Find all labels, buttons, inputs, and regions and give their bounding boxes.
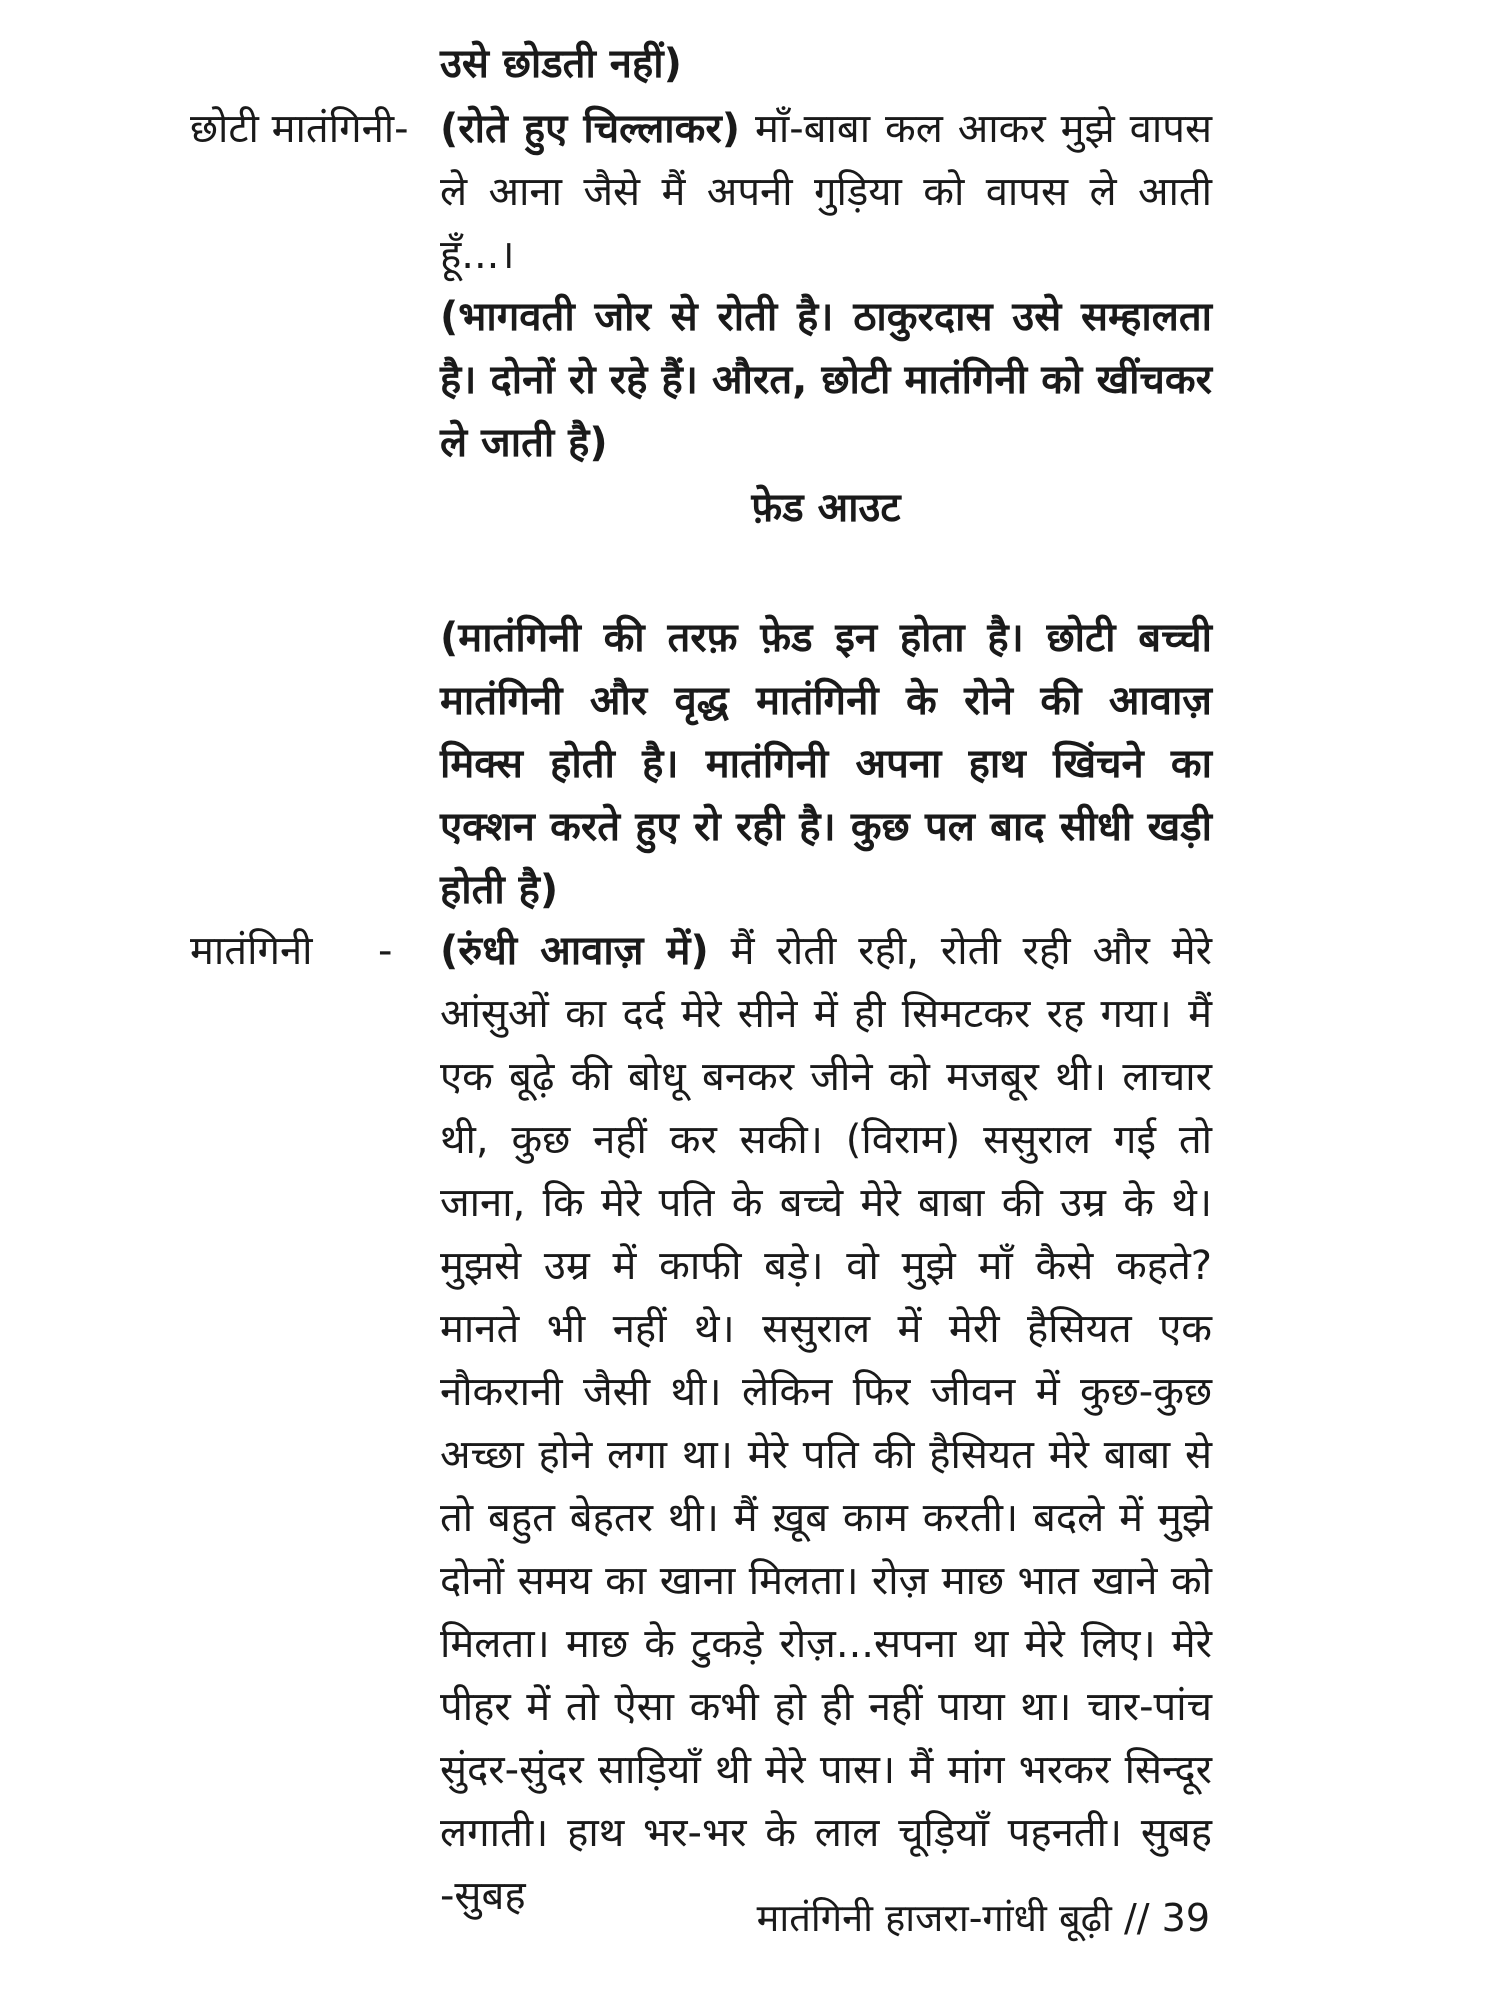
inline-stage-direction: (रोते हुए चिल्लाकर)	[440, 106, 741, 152]
inline-stage-direction: (रुंधी आवाज़ में)	[440, 928, 709, 974]
footer-separator: //	[1111, 1896, 1162, 1940]
dialogue-block	[440, 920, 1212, 1928]
speaker-name: छोटी मातंगिनी-	[190, 106, 409, 152]
running-title: मातंगिनी हाजरा-गांधी बूढ़ी	[756, 1896, 1112, 1940]
dialogue-block	[440, 98, 1212, 287]
dialogue-text: माँ-बाबा कल आकर मुझे वापस ले आना जैसे मैं अपनी गुड़िया को वापस ले आती हूँ...।	[440, 106, 1213, 278]
speaker-dash: -	[378, 928, 393, 974]
scene-transition-cue: फ़ेड आउट	[751, 485, 901, 531]
speaker-name: मातंगिनी	[190, 928, 313, 974]
stage-direction: (भागवती जोर से रोती है। ठाकुरदास उसे सम्हालता है। दोनों रो रहे हैं। औरत, छोटी मातंगिनी को खींचकर ले जाती है)	[440, 294, 1212, 466]
page-number: 39	[1161, 1896, 1210, 1940]
page-footer	[757, 1893, 1210, 1943]
dialogue-text: मैं रोती रही, रोती रही और मेरे आंसुओं का दर्द मेरे सीने में ही सिमटकर रह गया। मैं एक बूढ़े की बोधू बनकर जीने को मजबूर थी। लाचार थी, कुछ नहीं कर सकी। (विराम) ससुराल गई तो जाना, कि मेरे पति के बच्चे मेरे बाबा की उम्र के थे। मुझसे उम्र में काफी बड़े। वो मुझे माँ कैसे कहते? मानते भी नहीं थे। ससुराल में मेरी हैसियत एक नौकरानी जैसी थी। लेकिन फिर जीवन में कुछ-कुछ अच्छा होने लगा था। मेरे पति की हैसियत मेरे बाबा से तो बहुत बेहतर थी। मैं ख़ूब काम करती। बदले में मुझे दोनों समय का खाना मिलता। रोज़ माछ भात खाने को मिलता। माछ के टुकड़े रोज़...सपना था मेरे लिए। मेरे पीहर में तो ऐसा कभी हो ही नहीं पाया था। चार-पांच सुंदर-सुंदर साड़ियाँ थी मेरे पास। मैं मांग भरकर सिन्दूर लगाती। हाथ भर-भर के लाल चूड़ियाँ पहनती। सुबह -सुबह	[440, 928, 1212, 1919]
stage-direction-continuation: उसे छोडती नहीं)	[440, 41, 682, 87]
stage-direction: (मातंगिनी की तरफ़ फ़ेड इन होता है। छोटी बच्ची मातंगिनी और वृद्ध मातंगिनी के रोने की आवाज़ मिक्स होती है। मातंगिनी अपना हाथ खिंचने का एक्शन करते हुए रो रही है। कुछ पल बाद सीधी खड़ी होती है)	[440, 615, 1212, 913]
